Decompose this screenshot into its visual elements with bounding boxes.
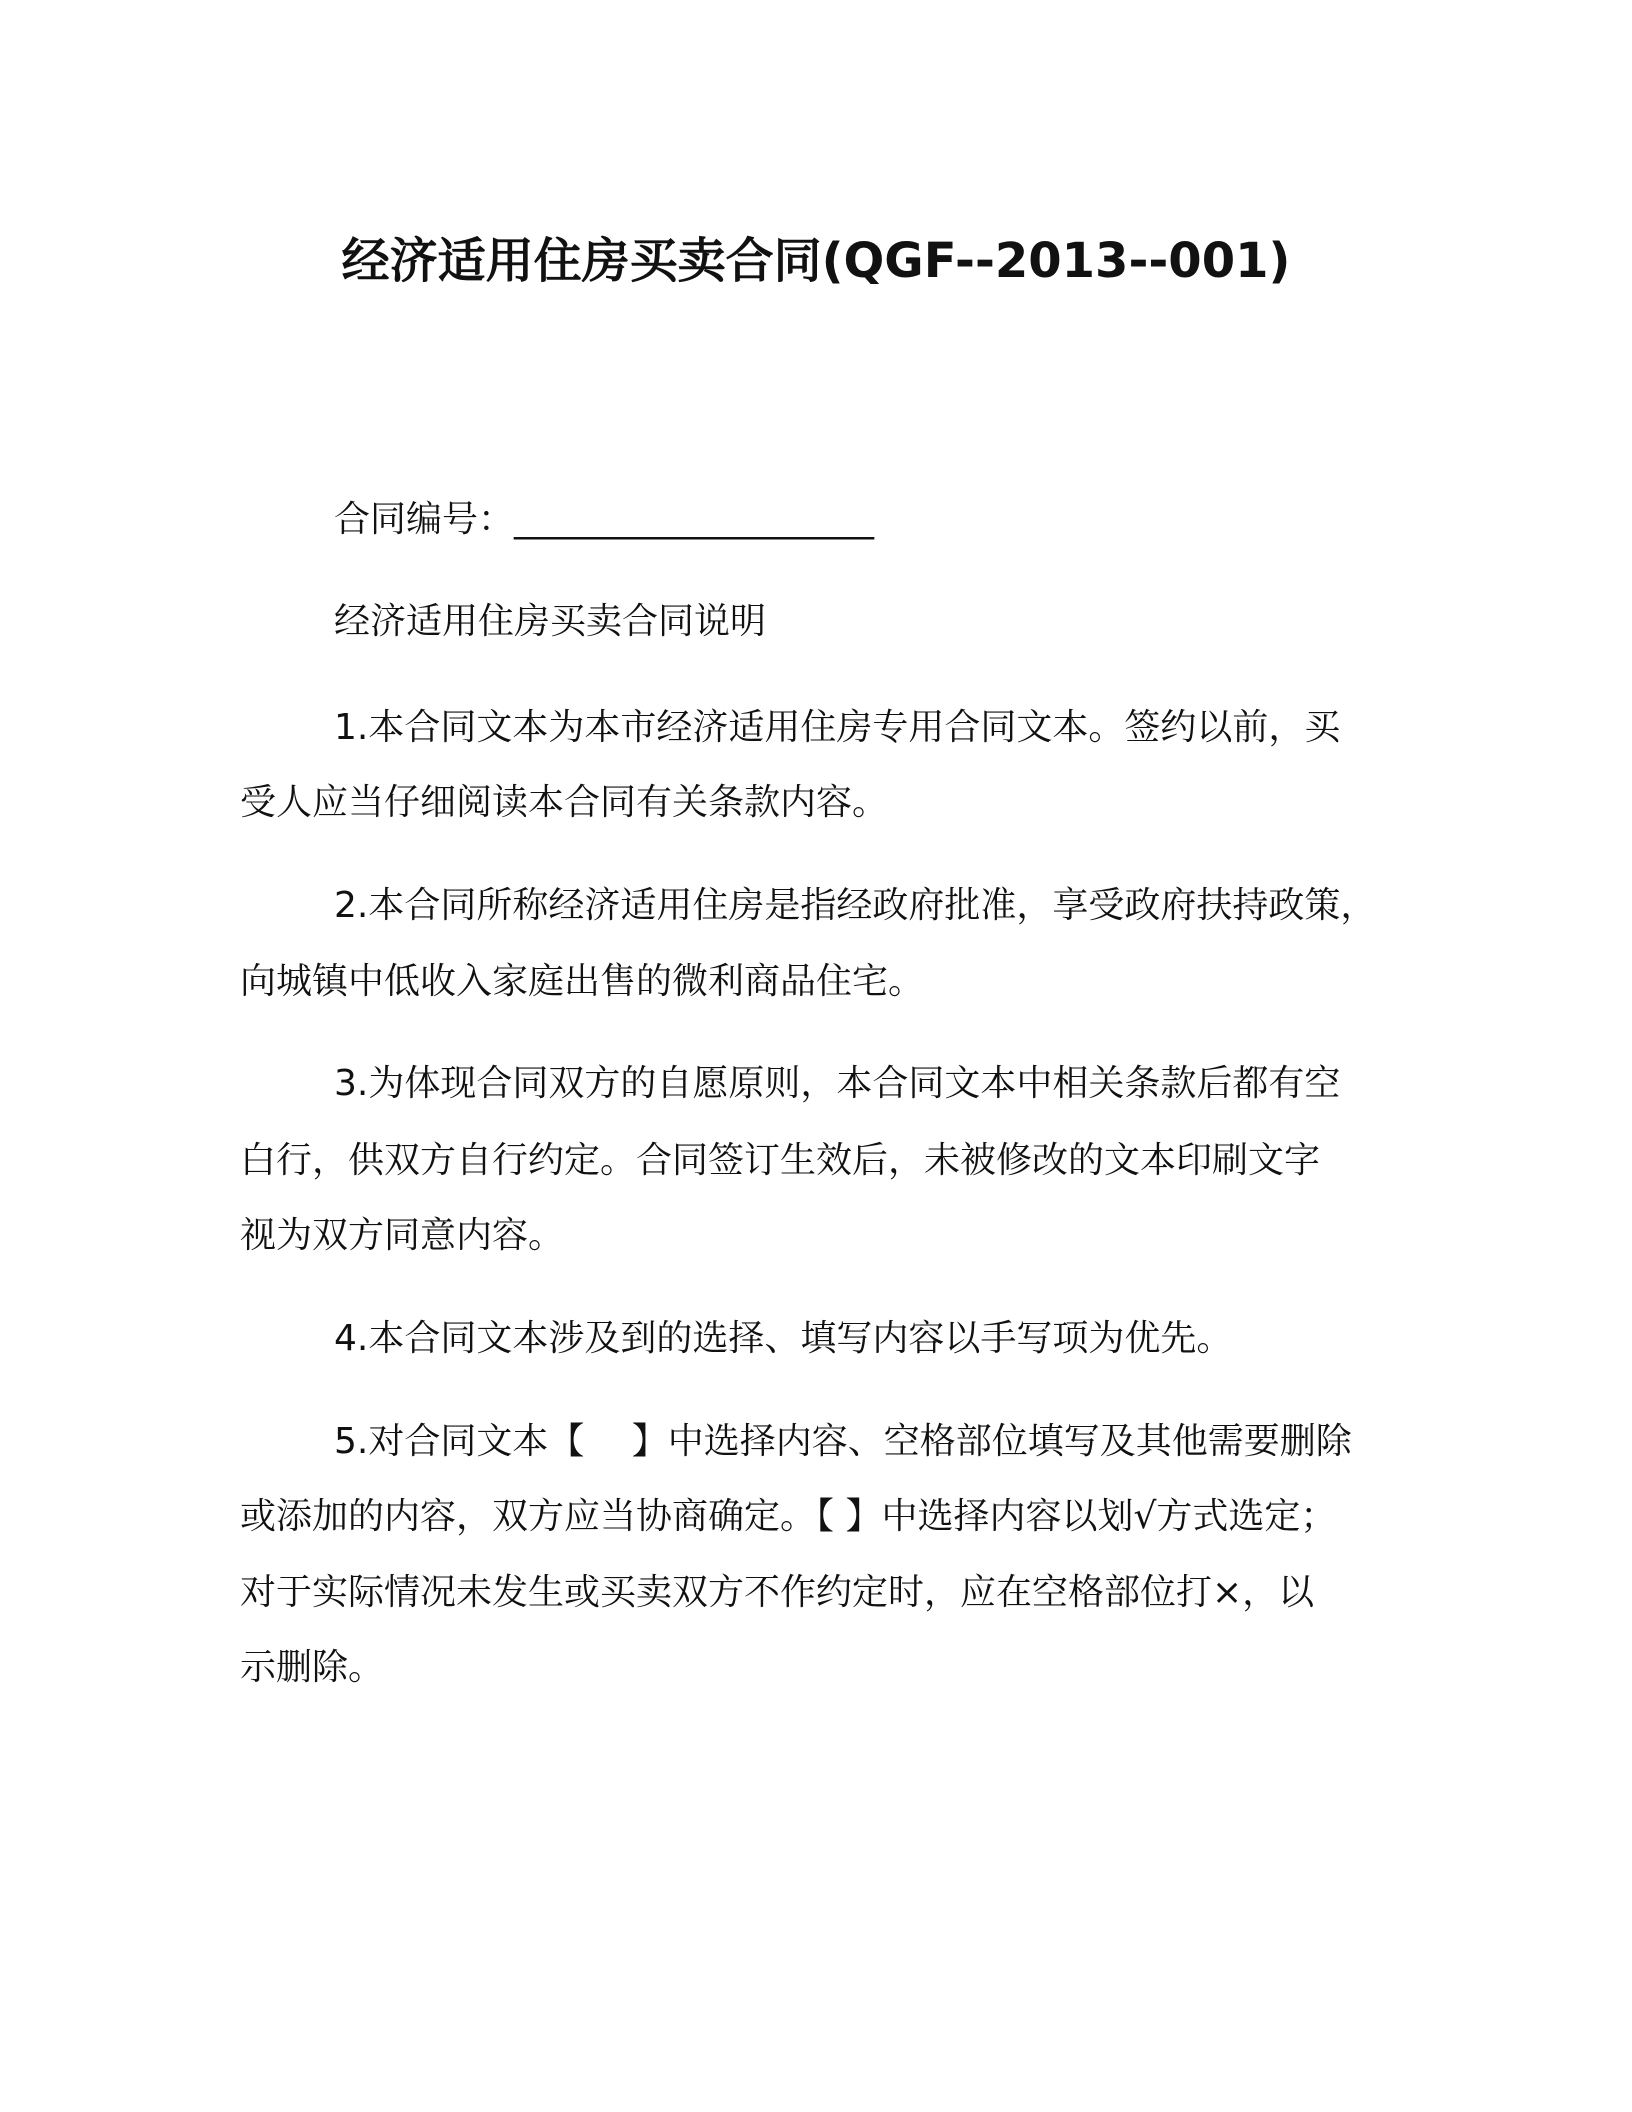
paragraph-4-line-1: 4.本合同文本涉及到的选择、填写内容以手写项为优先。 [334, 1318, 1233, 1359]
paragraph-1-line-1: 1.本合同文本为本市经济适用住房专用合同文本。签约以前，买 [334, 707, 1341, 748]
contract-number-blank: ____________________ [514, 499, 875, 540]
document-title: 经济适用住房买卖合同(QGF--2013--001) [341, 233, 1291, 289]
paragraph-2-line-1: 2.本合同所称经济适用住房是指经政府批准，享受政府扶持政策， [334, 885, 1377, 926]
paragraph-3-line-1: 3.为体现合同双方的自愿原则，本合同文本中相关条款后都有空 [334, 1063, 1341, 1104]
section-heading: 经济适用住房买卖合同说明 [334, 601, 767, 642]
paragraph-5-line-2: 或添加的内容，双方应当协商确定。【 】中选择内容以划√方式选定； [240, 1496, 1337, 1537]
contract-number-label: 合同编号： [334, 499, 515, 540]
contract-number-line [334, 500, 874, 540]
paragraph-1-line-2: 受人应当仔细阅读本合同有关条款内容。 [240, 782, 889, 823]
paragraph-5-line-3: 对于实际情况未发生或买卖双方不作约定时，应在空格部位打×，以 [240, 1572, 1315, 1613]
paragraph-3-line-2: 白行，供双方自行约定。合同签订生效后，未被修改的文本印刷文字 [240, 1140, 1321, 1181]
paragraph-2-line-2: 向城镇中低收入家庭出售的微利商品住宅。 [240, 961, 925, 1002]
paragraph-5-line-1: 5.对合同文本【 】中选择内容、空格部位填写及其他需要删除 [334, 1421, 1352, 1462]
paragraph-3-line-3: 视为双方同意内容。 [240, 1215, 565, 1256]
paragraph-5-line-4: 示删除。 [240, 1647, 385, 1688]
